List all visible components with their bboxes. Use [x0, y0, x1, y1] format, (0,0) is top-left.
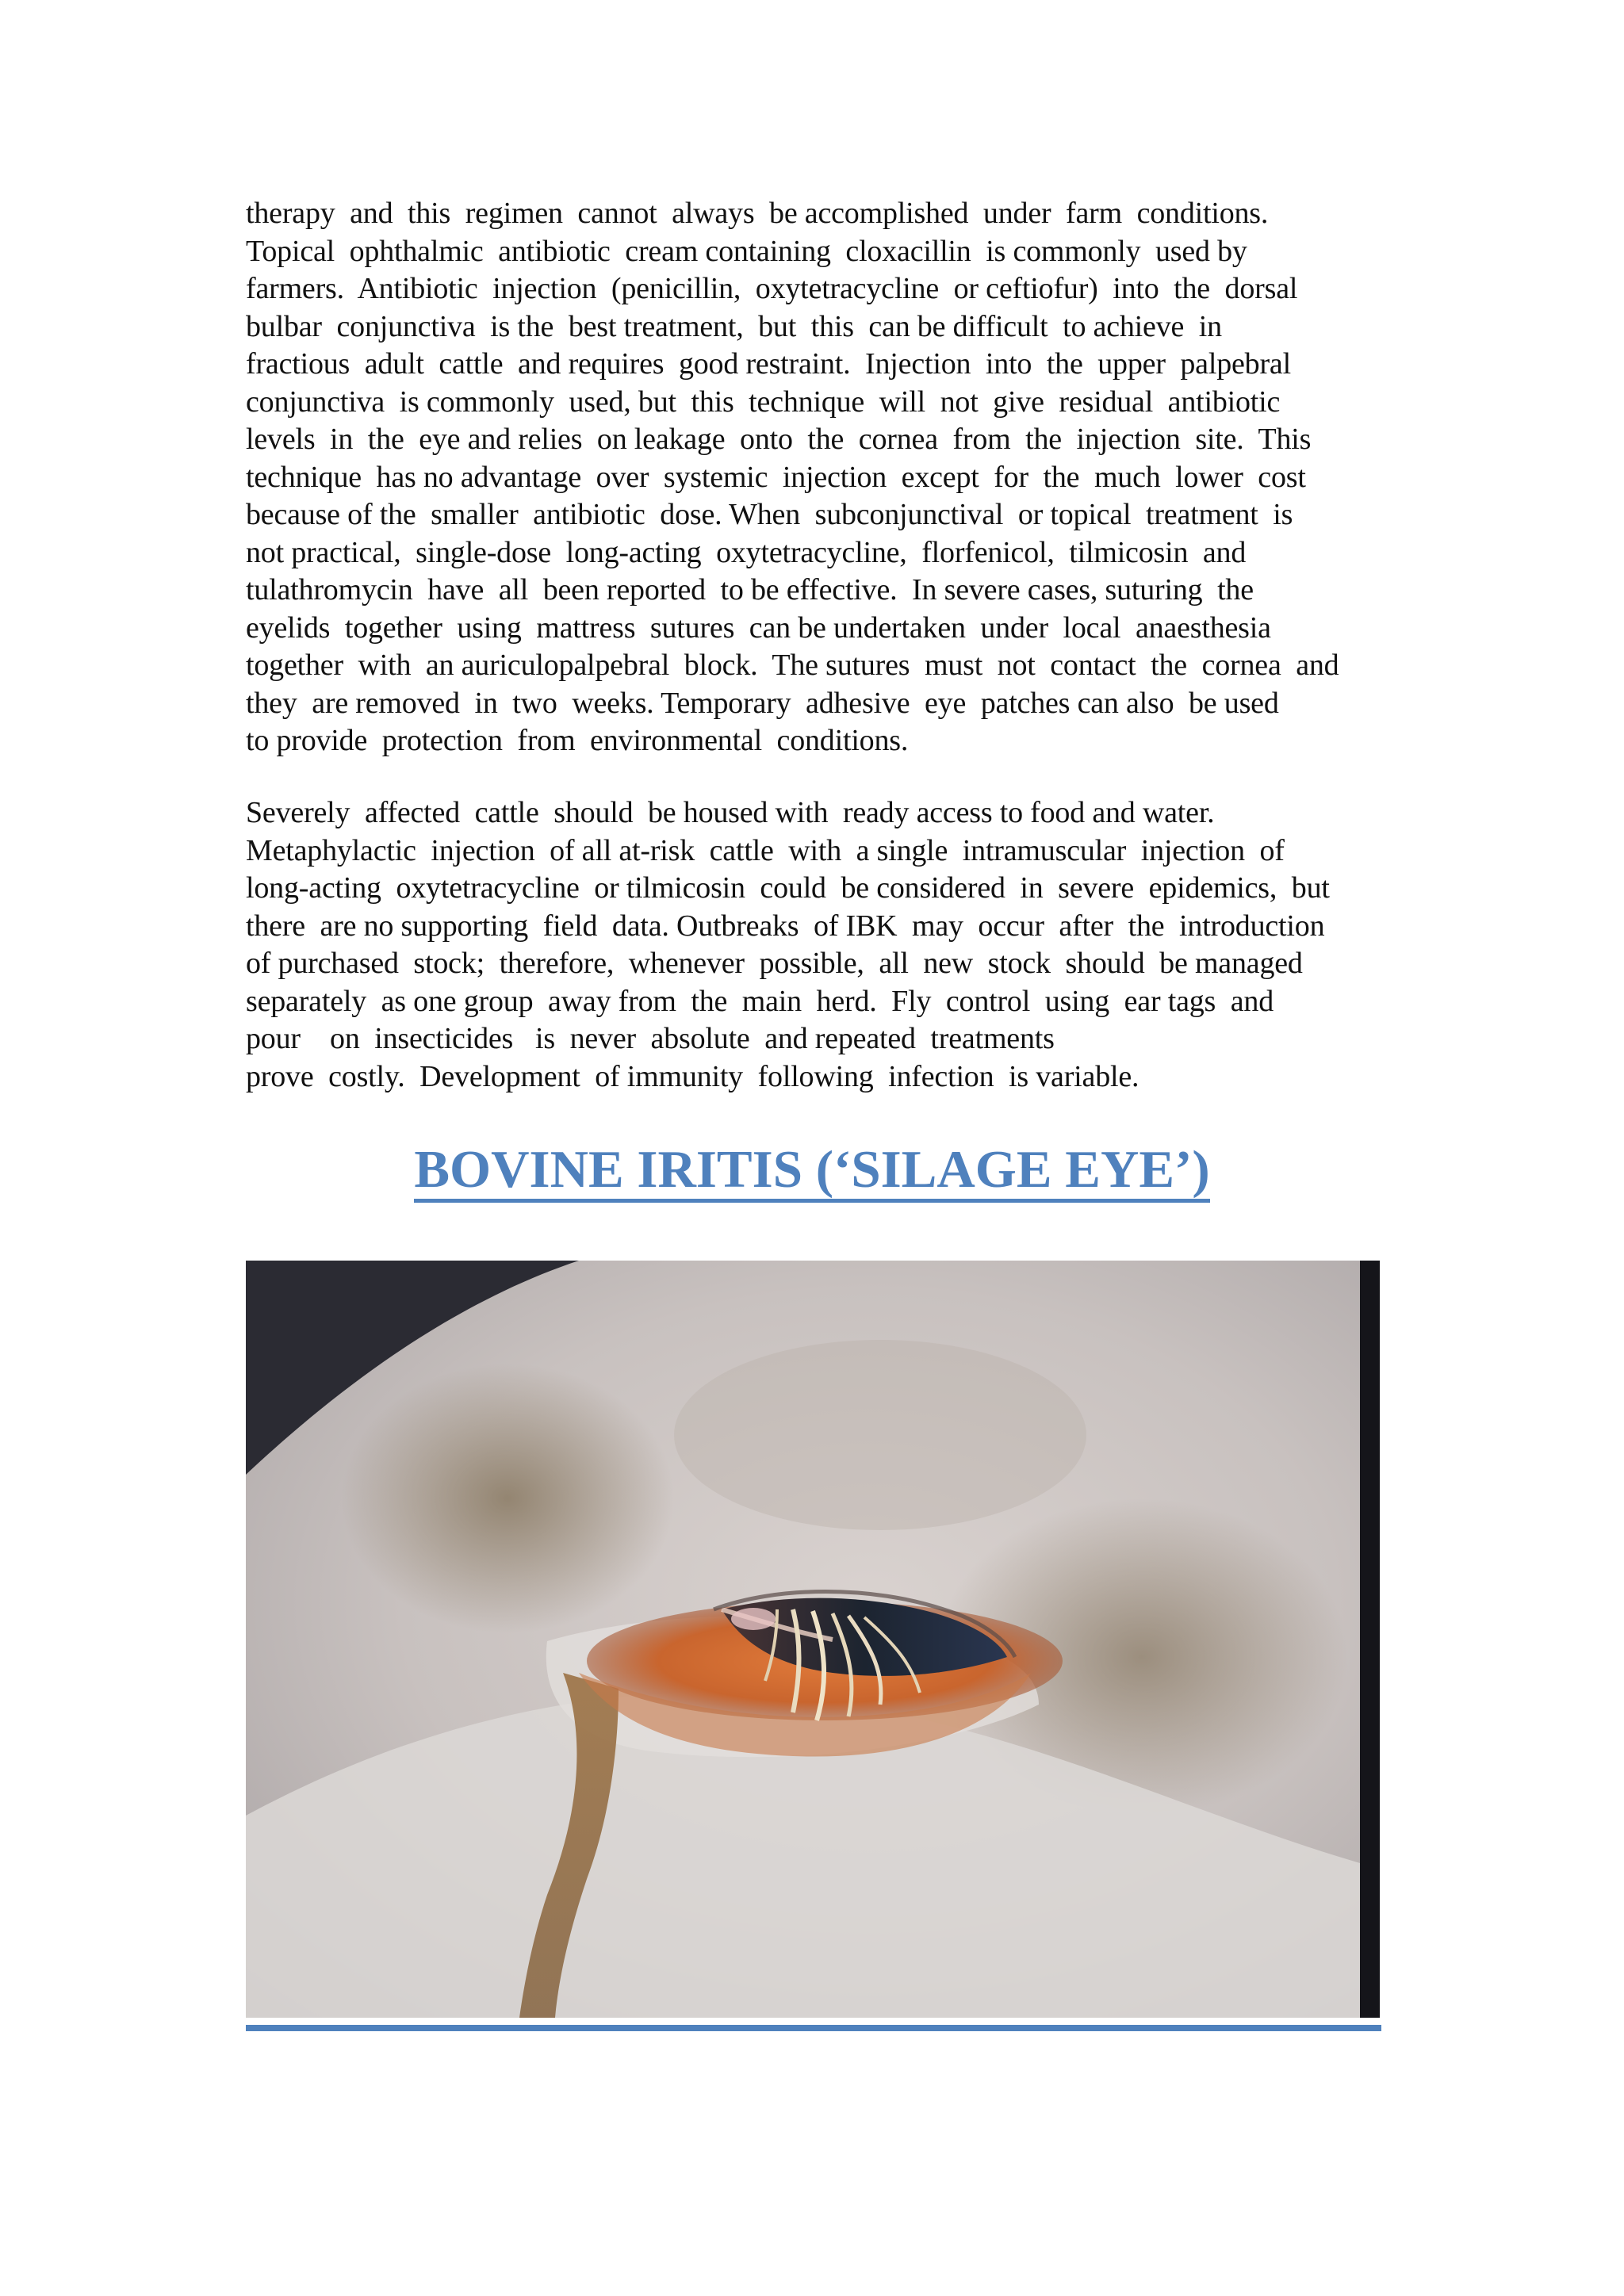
text-line: long-acting oxytetracycline or tilmicosin could be considered in severe epidemics, but [246, 871, 1330, 905]
paragraph-treatment [246, 195, 1380, 760]
text-line: eyelids together using mattress sutures can be undertaken under local anaesthesia [246, 610, 1271, 645]
text-line: pour on insecticides is never absolute and repeated treatments [246, 1022, 1055, 1055]
text-line: not practical, single-dose long-acting oxytetracycline, florfenicol, tilmicosin and [246, 535, 1247, 569]
text-line: they are removed in two weeks. Temporary adhesive eye patches can also be used [246, 686, 1279, 720]
photo-illustration [246, 1261, 1380, 2018]
text-line: tulathromycin have all been reported to be effective. In severe cases, suturing the [246, 573, 1254, 607]
text-line: technique has no advantage over systemic injection except for the much lower cost [246, 460, 1306, 494]
text-line: conjunctiva is commonly used, but this technique will not give residual antibiotic [246, 385, 1281, 419]
text-line: together with an auriculopalpebral block. The sutures must not contact the cornea and [246, 649, 1339, 682]
text-line: Severely affected cattle should be housed with ready access to food and water. [246, 796, 1215, 829]
section-heading-text: BOVINE IRITIS (‘SILAGE EYE’) [414, 1140, 1209, 1203]
text-line: Metaphylactic injection of all at-risk cattle with a single intramuscular injection of [246, 833, 1285, 867]
text-line: Topical ophthalmic antibiotic cream containing cloxacillin is commonly used by [246, 234, 1247, 268]
paragraph-management [246, 794, 1380, 1096]
text-line: fractious adult cattle and requires good restraint. Injection into the upper palpebral [246, 347, 1291, 381]
text-line: levels in the eye and relies on leakage onto the cornea from the injection site. This [246, 423, 1312, 456]
text-line: to provide protection from environmental conditions. [246, 724, 909, 757]
text-line: because of the smaller antibiotic dose. When subconjunctival or topical treatment is [246, 498, 1293, 531]
text-line: separately as one group away from the main herd. Fly control using ear tags and [246, 984, 1274, 1018]
photo-cow-eye [246, 1261, 1380, 2018]
text-line: bulbar conjunctiva is the best treatment, but this can be difficult to achieve in [246, 309, 1222, 343]
section-heading [0, 1134, 1624, 1205]
text-line: prove costly. Development of immunity following infection is variable. [246, 1059, 1139, 1093]
text-line: of purchased stock; therefore, whenever possible, all new stock should be managed [246, 947, 1303, 980]
text-line: therapy and this regimen cannot always be accomplished under farm conditions. [246, 197, 1269, 230]
bottom-rule [246, 2025, 1381, 2031]
text-line: there are no supporting field data. Outbreaks of IBK may occur after the introduction [246, 909, 1325, 943]
text-line: farmers. Antibiotic injection (penicillin, oxytetracycline or ceftiofur) into the dorsal [246, 272, 1298, 305]
